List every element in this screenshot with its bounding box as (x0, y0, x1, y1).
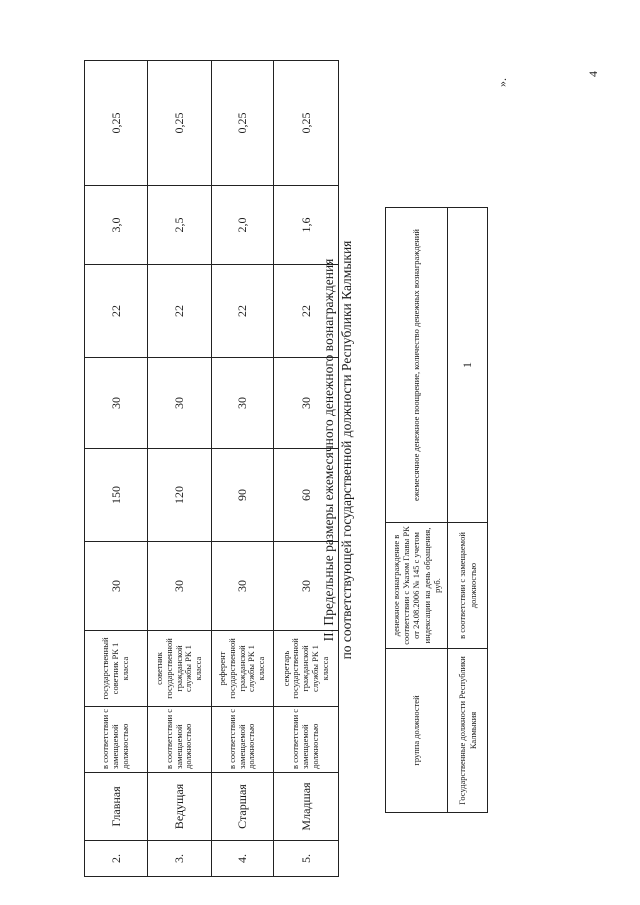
table-cell: 120 (148, 449, 212, 542)
table-cell: 30 (274, 542, 339, 631)
table-cell: 30 (274, 358, 339, 449)
basis-text: в соответствии с замещаемой должностью (85, 707, 148, 773)
reward-table-lower (385, 207, 488, 813)
table-cell: 30 (212, 358, 274, 449)
class-rank: секретарь государственной гражданской службы РК 1 класса (274, 631, 339, 707)
table-cell: 0,25 (274, 61, 339, 186)
table-cell: 0,25 (85, 61, 148, 186)
table-cell: 30 (85, 542, 148, 631)
table-cell: 0,25 (212, 61, 274, 186)
position-group: Государственные должности Республики Калмыкия (448, 649, 488, 813)
table-cell: 30 (148, 358, 212, 449)
row-number: 4. (212, 841, 274, 877)
table-header-row (386, 208, 448, 813)
table-cell: 30 (148, 542, 212, 631)
table-cell: 90 (212, 449, 274, 542)
bonus-count: 1 (448, 208, 488, 523)
table-row (85, 61, 148, 877)
column-header-bonus: ежемесячное денежное поощрение, количество денежных вознаграждений (386, 208, 448, 523)
reward-basis: в соответствии с замещаемой должностью (448, 523, 488, 649)
table-cell: 3,0 (85, 186, 148, 265)
table-cell: 22 (212, 265, 274, 358)
basis-text: в соответствии с замещаемой должностью (212, 707, 274, 773)
table-cell: 22 (148, 265, 212, 358)
section-heading (320, 210, 356, 690)
position-group: Старшая (212, 773, 274, 841)
salary-table-upper (84, 60, 339, 877)
row-number: 5. (274, 841, 339, 877)
column-header-group: группа должностей (386, 649, 448, 813)
class-rank: советник государственной гражданской службы РК 1 класса (148, 631, 212, 707)
table-cell: 60 (274, 449, 339, 542)
table-row (448, 208, 488, 813)
table-cell: 2,5 (148, 186, 212, 265)
section-heading-line-2: по соответствующей государственной должности Республики Калмыкия (339, 240, 355, 660)
row-number: 2. (85, 841, 148, 877)
page-number: 4 (586, 71, 600, 77)
table-cell: 30 (212, 542, 274, 631)
position-group: Младшая (274, 773, 339, 841)
table-row (212, 61, 274, 877)
row-number: 3. (148, 841, 212, 877)
position-group: Ведущая (148, 773, 212, 841)
table-cell: 30 (85, 358, 148, 449)
table-cell: 22 (274, 265, 339, 358)
table-cell: 2,0 (212, 186, 274, 265)
table-row (148, 61, 212, 877)
position-group: Главная (85, 773, 148, 841)
table-cell: 1,6 (274, 186, 339, 265)
class-rank: референт государственной гражданской службы РК 1 класса (212, 631, 274, 707)
table-cell: 150 (85, 449, 148, 542)
table-cell: 0,25 (148, 61, 212, 186)
column-header-reward: денежное вознаграждение в соответствии с Указом Главы РК от 24.08.2006 № 145 с учетом индексации на день обращения, руб. (386, 523, 448, 649)
closing-quote: ». (495, 78, 509, 87)
class-rank: государственный советник РК 1 класса (85, 631, 148, 707)
section-heading-line-1: II. Предельные размеры ежемесячного денежного вознаграждения (321, 258, 336, 642)
table-cell: 22 (85, 265, 148, 358)
basis-text: в соответствии с замещаемой должностью (148, 707, 212, 773)
basis-text: в соответствии с замещаемой должностью (274, 707, 339, 773)
